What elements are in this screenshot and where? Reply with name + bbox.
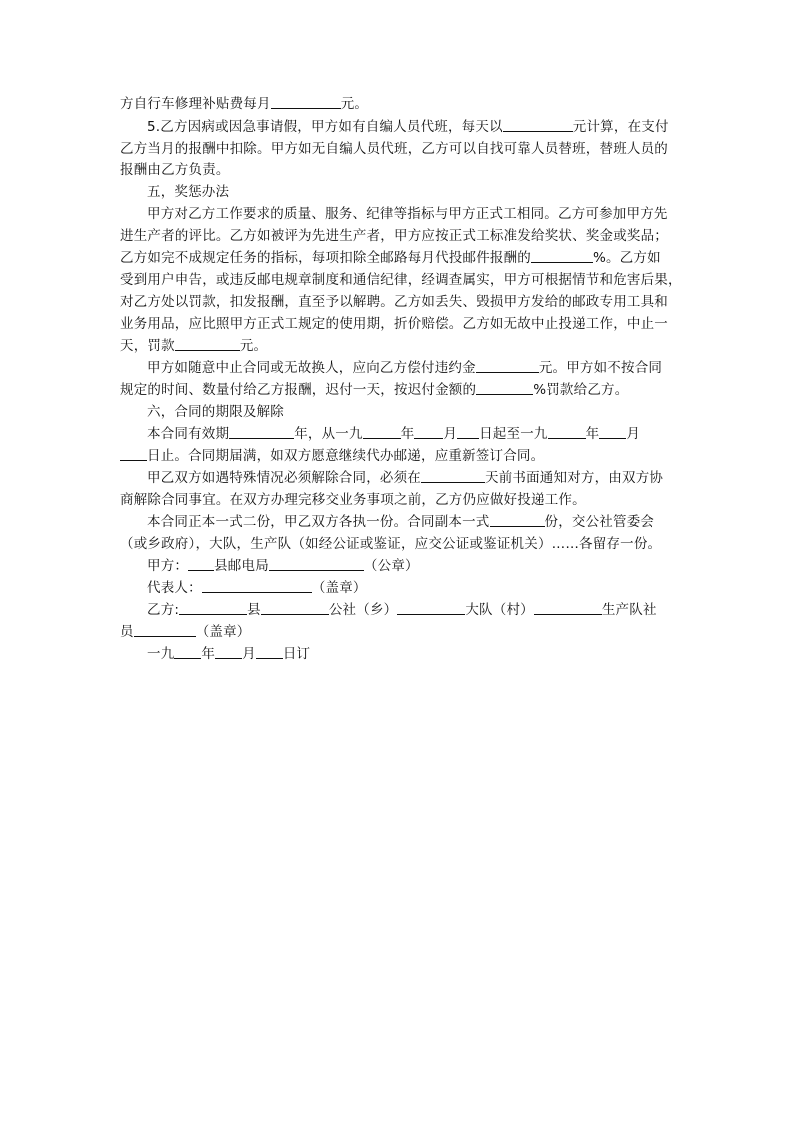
blank-field: [476, 380, 533, 395]
signature-party-b: 乙方: 县 公社（乡） 大队（村） 生产队社: [147, 602, 657, 618]
blank-field: [215, 644, 242, 659]
signing-date: 一九 年 月 日订: [147, 646, 311, 662]
blank-field: [256, 644, 283, 659]
text-line: 日止。合同期届满，如双方愿意继续代办邮递，应重新签订合同。: [120, 445, 544, 467]
blank-field: [421, 468, 485, 483]
text-line: 甲方对乙方工作要求的质量、服务、纪律等指标与甲方正式工相同。乙方可参加甲方先: [147, 206, 668, 222]
blank-field: [363, 424, 401, 439]
text-line: （或乡政府），大队，生产队（如经公证或鉴证，应交公证或鉴证机关）……各留存一份。: [120, 536, 662, 552]
text-line: 受到用户申告，或违反邮电规章制度和通信纪律，经调查属实，甲方可根据情节和危害后果，: [120, 272, 682, 288]
blank-field: [229, 424, 294, 439]
blank-field: [599, 424, 626, 439]
blank-field: [457, 424, 479, 439]
text-line: 对乙方处以罚款，扣发报酬，直至予以解聘。乙方如丢失、毁损甲方发给的邮政专用工具和: [120, 294, 668, 310]
blank-field: [174, 644, 201, 659]
signature-party-a: 甲方： 县邮电局 （公章）: [147, 558, 419, 574]
section-heading: 五，奖惩办法: [147, 184, 230, 200]
blank-field: [397, 600, 465, 615]
signature-party-b-cont: 员 （盖章）: [120, 624, 251, 640]
blank-field: [414, 424, 443, 439]
text-line: 5.乙方因病或因急事请假，甲方如有自编人员代班，每天以 元计算，在支付: [147, 119, 669, 135]
text-line: 乙方当月的报酬中扣除。甲方如无自编人员代班，乙方可以自找可靠人员替班，替班人员的: [120, 141, 668, 157]
blank-field: [534, 600, 602, 615]
text-line: 业务用品，应比照甲方正式工规定的使用期，折价赔偿。乙方如无故中止投递工作，中止一: [120, 316, 668, 332]
blank-field: [271, 94, 341, 109]
text-line: 本合同正本一式二份，甲乙双方各执一份。合同副本一式 份，交公社管委会: [147, 514, 655, 530]
section-heading: 六，合同的期限及解除: [147, 404, 284, 420]
blank-field: [503, 117, 573, 132]
blank-field: [531, 248, 593, 263]
text-line: 进生产者的评比。乙方如被评为先进生产者，甲方应按正式工标准发给奖状、奖金或奖品；: [120, 228, 668, 244]
text-line: 报酬由乙方负责。: [120, 162, 230, 178]
blank-field: [120, 446, 147, 461]
text-line: 甲方如随意中止合同或无故换人，应向乙方偿付违约金 元。甲方如不按合同: [147, 360, 663, 376]
text-line: 甲乙双方如遇特殊情况必须解除合同，必须在 天前书面通知对方，由双方协: [147, 470, 664, 486]
blank-field: [548, 424, 586, 439]
text-line: 乙方如完不成规定任务的指标，每项扣除全邮路每月代投邮件报酬的 %。乙方如: [120, 250, 661, 266]
blank-field: [490, 512, 545, 527]
text-line: 天，罚款 元。: [120, 338, 268, 354]
signature-representative: 代表人： （盖章）: [147, 580, 367, 596]
blank-field: [261, 600, 329, 615]
text-line: 商解除合同事宜。在双方办理完移交业务事项之前，乙方仍应做好投递工作。: [120, 492, 586, 508]
text-line: 规定的时间、数量付给乙方报酬，迟付一天，按迟付金额的 %罚款给乙方。: [120, 382, 629, 398]
blank-field: [202, 578, 312, 593]
text-line: 方自行车修理补贴费每月 元。: [120, 96, 369, 112]
blank-field: [179, 600, 247, 615]
blank-field: [188, 556, 214, 571]
blank-field: [134, 622, 196, 637]
blank-field: [175, 336, 240, 351]
text-line: 本合同有效期 年，从一九 年 月 日起至一九 年 月: [147, 426, 641, 442]
blank-field: [476, 358, 539, 373]
blank-field: [269, 556, 364, 571]
